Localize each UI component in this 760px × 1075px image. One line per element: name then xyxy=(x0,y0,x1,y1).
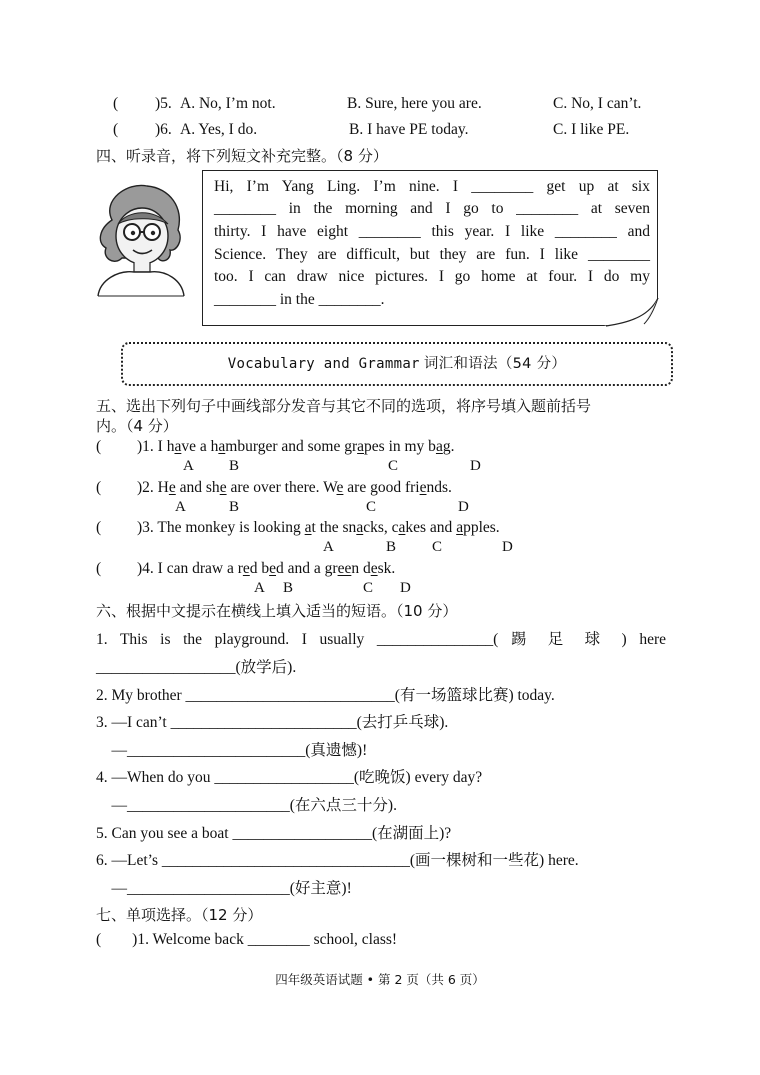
s5-q3-letter-a: A xyxy=(323,539,334,555)
passage-line-6: ________ in the ________. xyxy=(214,291,385,308)
banner-en: Vocabulary and Grammar xyxy=(227,356,420,372)
s5-q2: )2. He and she are over there. We are good friends. xyxy=(137,479,452,496)
s5-q1-letter-c: C xyxy=(388,458,399,474)
passage-line-4: Science. They are difficult, but they are fun. I like ________ xyxy=(214,246,650,263)
girl-illustration-icon xyxy=(92,180,188,298)
s5-q1: )1. I have a hamburger and some grapes in my bag. xyxy=(137,438,455,455)
s5-q1-paren[interactable]: ( xyxy=(96,438,102,455)
banner-cn: 词汇和语法 xyxy=(423,356,498,372)
s5-q4-letter-d: D xyxy=(400,580,411,596)
q5-paren[interactable]: ( xyxy=(113,95,119,112)
listening-passage-box xyxy=(202,170,658,326)
q5-option-b: B. Sure, here you are. xyxy=(347,95,482,112)
s5-q3-paren[interactable]: ( xyxy=(96,519,102,536)
banner-score: （54 分） xyxy=(497,356,567,372)
page-footer: 四年级英语试题 • 第 2 页（共 6 页） xyxy=(275,972,485,987)
s5-q4-paren[interactable]: ( xyxy=(96,560,102,577)
s5-q4-letter-b: B xyxy=(283,580,294,596)
section5-heading-cont: 内。（4 分） xyxy=(96,417,178,435)
s6-line-9: 6. —Let’s ________________________________(画一棵树和一些花) here. xyxy=(96,852,579,869)
page-curl-icon xyxy=(604,296,660,328)
q5-option-a: A. No, I’m not. xyxy=(180,95,276,112)
section4-heading: 四、听录音，将下列短文补充完整。（8 分） xyxy=(96,147,388,165)
s6-line-8: 5. Can you see a boat __________________(在湖面上)? xyxy=(96,825,452,842)
s5-q1-letter-d: D xyxy=(470,458,481,474)
passage-line-5: too. I can draw nice pictures. I go home at four. I do my xyxy=(214,268,650,285)
s6-line-5: —_______________________(真遗憾)! xyxy=(96,742,368,759)
s5-q3-letter-d: D xyxy=(502,539,513,555)
s5-q2-paren[interactable]: ( xyxy=(96,479,102,496)
s7-q1: ( )1. Welcome back ________ school, class! xyxy=(96,931,398,948)
s6-line-10: —_____________________(好主意)! xyxy=(96,880,352,897)
s5-q2-letter-c: C xyxy=(366,499,377,515)
section5-heading: 五、选出下列句子中画线部分发音与其它不同的选项，将序号填入题前括号 xyxy=(96,397,592,415)
q6-label: )6. xyxy=(155,121,172,138)
q6-option-b: B. I have PE today. xyxy=(349,121,469,138)
s5-q2-letter-a: A xyxy=(175,499,186,515)
passage-line-2: ________ in the morning and I go to ________ at seven xyxy=(214,200,650,217)
s5-q4-letter-a: A xyxy=(254,580,265,596)
s6-line-4: 3. —I can’t ________________________(去打乒乓球). xyxy=(96,714,449,731)
s5-q1-letter-a: A xyxy=(183,458,194,474)
s5-q4-letter-c: C xyxy=(363,580,374,596)
s6-line-7: —_____________________(在六点三十分). xyxy=(96,797,397,814)
passage-line-1: Hi, I’m Yang Ling. I’m nine. I ________ get up at six xyxy=(214,178,650,195)
s5-q3-letter-c: C xyxy=(432,539,443,555)
s5-q3-letter-b: B xyxy=(386,539,397,555)
q6-option-a: A. Yes, I do. xyxy=(180,121,258,138)
s6-line-3: 2. My brother ___________________________(有一场篮球比赛) today. xyxy=(96,687,555,704)
vocabulary-grammar-banner xyxy=(121,342,673,386)
q6-option-c: C. I like PE. xyxy=(553,121,630,138)
s5-q4: )4. I can draw a red bed and a green desk. xyxy=(137,560,396,577)
s6-line-6: 4. —When do you __________________(吃晚饭) every day? xyxy=(96,769,483,786)
s6-line-1: 1. This is the playground. I usually _______________( 踢 足 球 ) here xyxy=(96,631,666,648)
passage-line-3: thirty. I have eight ________ this year. I like ________ and xyxy=(214,223,650,240)
s6-line-2: __________________(放学后). xyxy=(96,659,297,676)
q5-option-c: C. No, I can’t. xyxy=(553,95,642,112)
s5-q1-letter-b: B xyxy=(229,458,240,474)
section7-heading: 七、单项选择。（12 分） xyxy=(96,906,263,924)
s5-q3: )3. The monkey is looking at the snacks, cakes and apples. xyxy=(137,519,500,536)
q5-label: )5. xyxy=(155,95,172,112)
s5-q2-letter-d: D xyxy=(458,499,469,515)
s5-q2-letter-b: B xyxy=(229,499,240,515)
q6-paren[interactable]: ( xyxy=(113,121,119,138)
section6-heading: 六、根据中文提示在横线上填入适当的短语。（10 分） xyxy=(96,602,458,620)
